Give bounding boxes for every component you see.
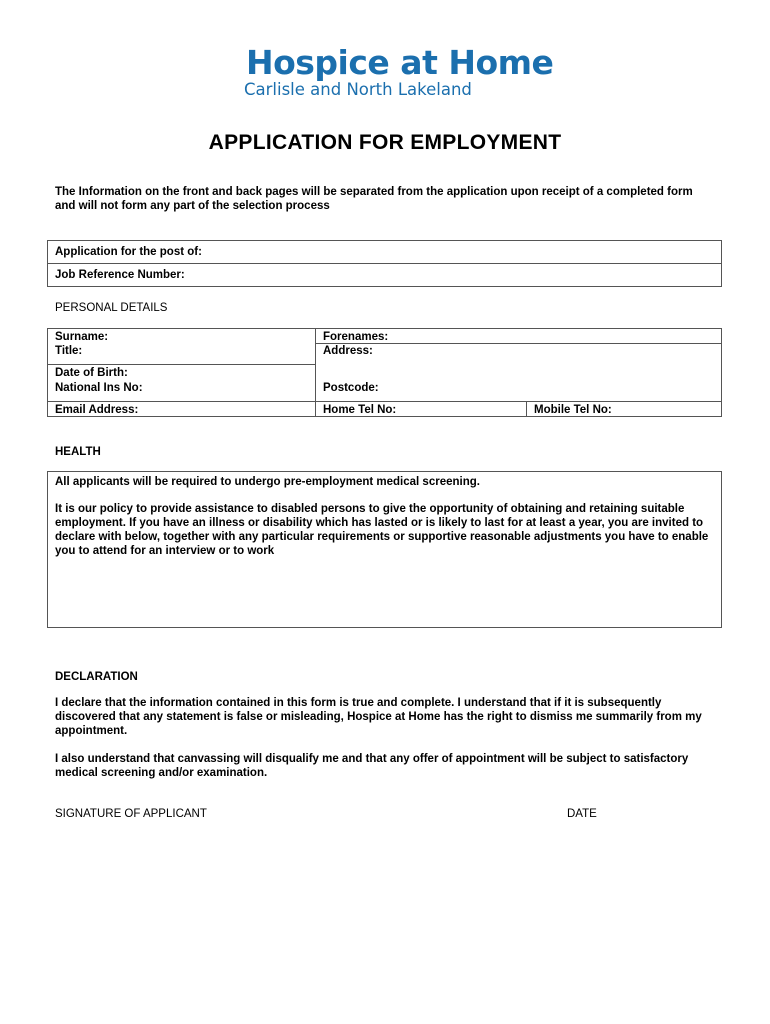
page-title: APPLICATION FOR EMPLOYMENT (208, 131, 562, 154)
post-box-divider (47, 263, 722, 264)
declaration-text: I declare that the information contained in this form is true and complete. I understand that if it is subsequently discovered that any statement is false or misleading, Hospice at Home has the right to dismiss me summarily from my appointment. (55, 697, 702, 737)
national-ins-field[interactable]: National Ins No: (55, 382, 143, 394)
title-field[interactable]: Title: (55, 345, 83, 357)
health-screening-text: All applicants will be required to undergo pre-employment medical screening. (55, 476, 480, 488)
postcode-field[interactable]: Postcode: (323, 382, 379, 394)
bottom-row-divider (47, 401, 722, 402)
health-heading: HEALTH (55, 446, 101, 458)
left-row-divider (47, 364, 315, 365)
declaration-heading: DECLARATION (55, 671, 138, 683)
job-reference-field[interactable]: Job Reference Number: (55, 269, 185, 281)
canvassing-text: I also understand that canvassing will disqualify me and that any offer of appointment will be subject to satisfactory medical screening and/or examination. (55, 753, 689, 779)
personal-details-heading: PERSONAL DETAILS (55, 302, 168, 314)
date-of-birth-field[interactable]: Date of Birth: (55, 367, 128, 379)
surname-field[interactable]: Surname: (55, 331, 109, 343)
post-of-field[interactable]: Application for the post of: (55, 246, 202, 258)
signature-label: SIGNATURE OF APPLICANT (55, 808, 207, 820)
column-divider (315, 328, 316, 417)
health-policy-text: It is our policy to provide assistance to disabled persons to give the opportunity of obtaining and retaining suitable employment. If you have an illness or disability which has lasted or is likely to last for at least a year, you are invited to declare with below, together with any particular requirements or supportive reasonable adjustments you have to enable you to attend for an interview or to work (55, 503, 709, 557)
email-field[interactable]: Email Address: (55, 404, 139, 416)
forenames-field[interactable]: Forenames: (323, 331, 389, 343)
tel-column-divider (526, 401, 527, 417)
address-field[interactable]: Address: (323, 345, 373, 357)
intro-text: The Information on the front and back pages will be separated from the application upon receipt of a completed form and will not form any part of the selection process (55, 186, 693, 212)
date-label: DATE (567, 808, 597, 820)
logo-name: Hospice at Home (246, 43, 554, 82)
mobile-tel-field[interactable]: Mobile Tel No: (534, 404, 612, 416)
home-tel-field[interactable]: Home Tel No: (323, 404, 397, 416)
logo-subtitle: Carlisle and North Lakeland (244, 80, 472, 99)
